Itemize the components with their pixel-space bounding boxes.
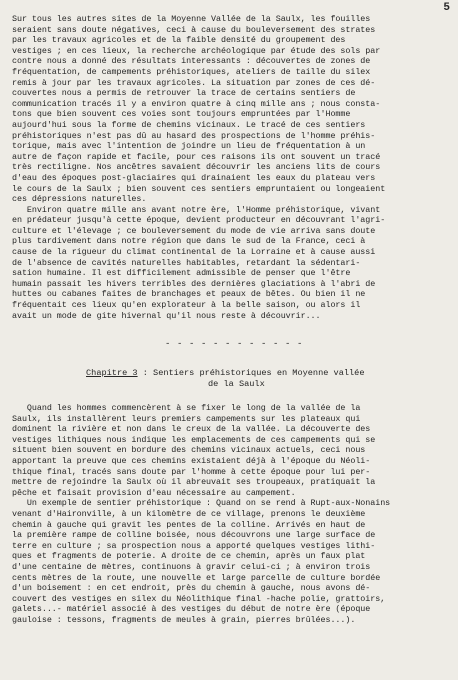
paragraph-1: Sur tous les autres sites de la Moyenne Vallée de la Saulx, les fouilles seraient sans doute négatives, ceci à cause du bouleversement des strates par les travaux agricoles et de la faible densité du groupement des vestiges ; en ces lieux, la recherche archéologique par étude des sols par contre nous a donné des résultats interessants : découvertes de zones de fréquentation, de campements préhistoriques, ateliers de taille du silex remis à jour par les travaux agricoles. La situation par zones de ces dé- couvertes nous a permis de retrouver la trace de certains sentiers de communication tracés il y a environ quatre à cinq mille ans ; nous consta- tons que bien souvent ces voies sont toujours empruntées par l'Homme aujourd'hui sous la forme de chemins vicinaux. Le tracé de ces sentiers préhistoriques n'est pas dû au hasard des prospections de l'homme préhis- torique, mais avec l'intention de joindre un lieu de fréquentation à un autre de façon rapide et facile, pour ces raisons ils ont souvent un tracé très rectiligne. Nos ancêtres savaient découvrir les anciens lits de cours d'eau des époques post-glaciaires qui drainaient les eaux du plateau vers le cours de la Saulx ; bien souvent ces sentiers empruntaient ou longeaient ces dépressions naturelles.: [12, 14, 386, 205]
page-number: 5: [443, 2, 450, 14]
chapter-title-line2: de la Saulx: [208, 378, 265, 389]
chapter-heading: [86, 368, 416, 389]
chapter-label: Chapitre 3: [86, 368, 138, 378]
chapter-title-line1: : Sentiers préhistoriques en Moyenne vallée: [137, 368, 365, 378]
paragraph-3: Quand les hommes commencèrent à se fixer le long de la vallée de la Saulx, ils installèrent leurs premiers campements sur les plateaux qui dominent la rivière et non dans le creux de la vallée. La découverte des vestiges lithiques nous indique les emplacements de ces campements qui se situent bien souvent en bordure des chemins vicinaux actuels, ceci nous apportant la preuve que ces chemins existaient déjà à l'époque du Néoli- thique final, tracés sans doute par l'homme à cette époque pour lui per- mettre de rejoindre la Saulx où il abreuvait ses troupeaux, pratiquait la pêche et faisait provision d'eau nécessaire au campement.: [12, 403, 376, 498]
paragraph-4: Un exemple de sentier préhistorique : Quand on se rend à Rupt-aux-Nonains venant d'Haironville, à un kilomètre de ce village, prenons le deuxième chemin à gauche qui gravit les pentes de la colline. Arrivés en haut de la première rampe de colline boisée, nous découvrons une large surface de terre en culture ; sa prospection nous a apporté quelques vestiges lithi- ques et fragments de poterie. A droite de ce chemin, après un faux plat d'une centaine de mètres, continuons à gravir celui-ci ; à environ trois cents mètres de la route, une nouvelle et large parcelle de culture bordée d'un boisement : en cet endroit, près du chemin à gauche, nous avons dé- couvert des vestiges en silex du Néolithique final -hache polie, grattoirs, galets...- matériel associé à des vestiges du début de notre ère (époque gauloise : tessons, fragments de meules à grain, pierres brûlées...).: [12, 498, 391, 625]
body-text-top: [12, 14, 452, 321]
body-text-bottom: [12, 403, 452, 625]
section-separator: - - - - - - - - - - - -: [165, 339, 304, 349]
paragraph-2: Environ quatre mille ans avant notre ère, l'Homme préhistorique, vivant en prédateur jusqu'à cette époque, devient producteur en découvrant l'agri- culture et l'élevage ; ce bouleversement du mode de vie arriva sans doute plus tardivement dans notre région que dans le sud de la France, ceci à cause de la rigueur du climat continental de la Lorraine et à cause aussi de l'absence de cavités naturelles habitables, retardant la sédentari- sation humaine. Il est difficilement admissible de penser que l'être humain passait les hivers terribles des dernières glaciations à l'abri de huttes ou cabanes faites de branchages et peaux de bêtes. Ou bien il ne fréquentait ces lieux qu'en explorateur à la belle saison, ou alors il avait un mode de gite hivernal qu'il nous reste à découvrir...: [12, 204, 386, 321]
